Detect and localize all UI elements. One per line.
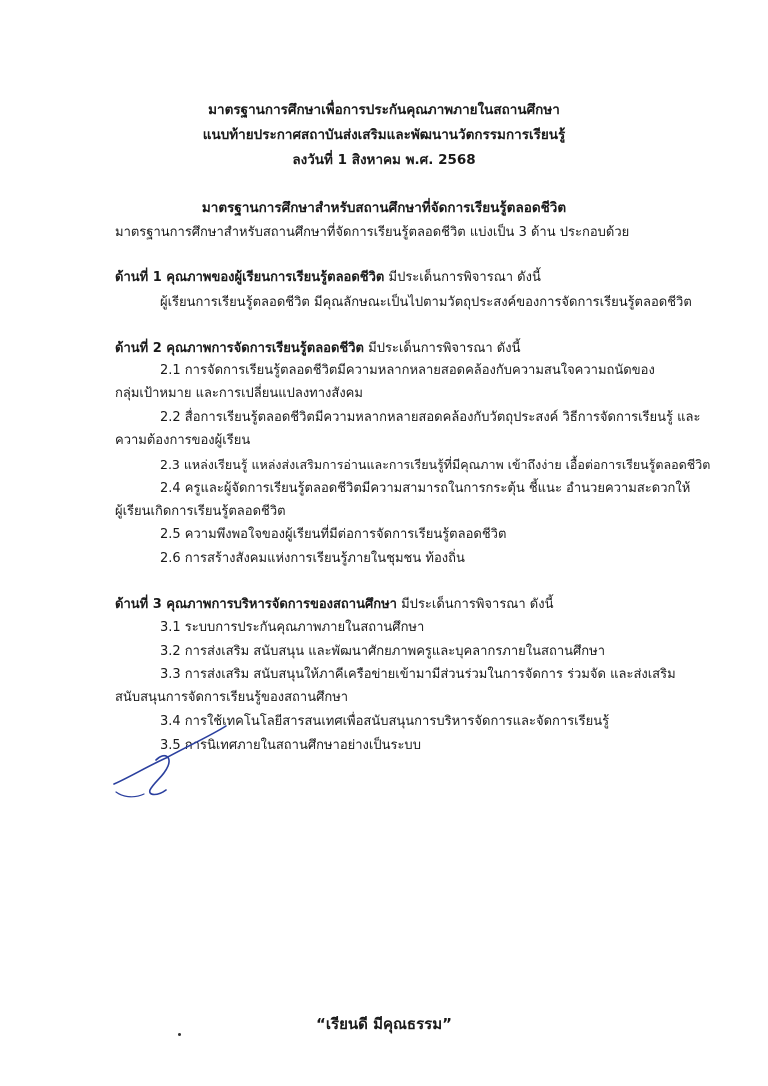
area-3-item-3-line-1: 3.3 การส่งเสริม สนับสนุนให้ภาคีเครือข่ายเข้ามามีส่วนร่วมในการจัดการ ร่วมจัด และส่งเสริม xyxy=(160,667,676,682)
area-2-item-5: 2.5 ความพึงพอใจของผู้เรียนที่มีต่อการจัดการเรียนรู้ตลอดชีวิต xyxy=(160,527,507,542)
motto: “เรียนดี มีคุณธรรม” xyxy=(316,1015,452,1033)
area-2-suffix: มีประเด็นการพิจารณา ดังนี้ xyxy=(364,341,521,356)
area-3-item-4: 3.4 การใช้เทคโนโลยีสารสนเทศเพื่อสนับสนุนการบริหารจัดการและจัดการเรียนรู้ xyxy=(160,714,610,729)
area-2-item-2-line-1: 2.2 สื่อการเรียนรู้ตลอดชีวิตมีความหลากหลายสอดคล้องกับวัตถุประสงค์ วิธีการจัดการเรียนรู้ และ xyxy=(160,410,701,425)
area-2-item-4-line-1: 2.4 ครูและผู้จัดการเรียนรู้ตลอดชีวิตมีความสามารถในการกระตุ้น ชี้แนะ อำนวยความสะดวกให้ xyxy=(160,481,691,496)
area-2-item-3: 2.3 แหล่งเรียนรู้ แหล่งส่งเสริมการอ่านและการเรียนรู้ที่มีคุณภาพ เข้าถึงง่าย เอื้อต่อการเรียนรู้ตลอดชีวิต xyxy=(160,457,711,472)
area-1-suffix: มีประเด็นการพิจารณา ดังนี้ xyxy=(384,270,541,285)
area-2-item-4-line-2: ผู้เรียนเกิดการเรียนรู้ตลอดชีวิต xyxy=(115,504,286,519)
area-3-heading xyxy=(115,596,553,614)
area-3-item-3-line-2: สนับสนุนการจัดการเรียนรู้ของสถานศึกษา xyxy=(115,690,349,705)
area-3-item-2: 3.2 การส่งเสริม สนับสนุน และพัฒนาศักยภาพครูและบุคลากรภายในสถานศึกษา xyxy=(160,644,606,659)
ink-speck xyxy=(178,1033,181,1036)
area-2-title: ด้านที่ 2 คุณภาพการจัดการเรียนรู้ตลอดชีวิต xyxy=(115,341,364,356)
area-2-item-1-line-1: 2.1 การจัดการเรียนรู้ตลอดชีวิตมีความหลากหลายสอดคล้องกับความสนใจความถนัดของ xyxy=(160,363,655,378)
area-2-item-6: 2.6 การสร้างสังคมแห่งการเรียนรู้ภายในชุมชน ท้องถิ่น xyxy=(160,551,465,566)
area-3-item-5: 3.5 การนิเทศภายในสถานศึกษาอย่างเป็นระบบ xyxy=(160,738,421,753)
area-1-text: ผู้เรียนการเรียนรู้ตลอดชีวิต มีคุณลักษณะเป็นไปตามวัตถุประสงค์ของการจัดการเรียนรู้ตลอดชีวิต xyxy=(160,295,692,310)
header-line-3: ลงวันที่ 1 สิงหาคม พ.ศ. 2568 xyxy=(292,152,476,168)
area-3-title: ด้านที่ 3 คุณภาพการบริหารจัดการของสถานศึกษา xyxy=(115,597,397,612)
section-title: มาตรฐานการศึกษาสำหรับสถานศึกษาที่จัดการเรียนรู้ตลอดชีวิต xyxy=(201,200,567,216)
handwritten-signature xyxy=(108,722,258,802)
area-2-item-2-line-2: ความต้องการของผู้เรียน xyxy=(115,433,251,448)
intro-paragraph: มาตรฐานการศึกษาสำหรับสถานศึกษาที่จัดการเรียนรู้ตลอดชีวิต แบ่งเป็น 3 ด้าน ประกอบด้วย xyxy=(115,225,630,240)
header-line-2: แนบท้ายประกาศสถาบันส่งเสริมและพัฒนานวัตกรรมการเรียนรู้ xyxy=(202,127,566,143)
area-3-suffix: มีประเด็นการพิจารณา ดังนี้ xyxy=(396,597,554,612)
area-1-title: ด้านที่ 1 คุณภาพของผู้เรียนการเรียนรู้ตลอดชีวิต xyxy=(115,270,385,285)
area-1-heading xyxy=(115,269,541,287)
area-2-heading xyxy=(115,340,520,358)
area-3-item-1: 3.1 ระบบการประกันคุณภาพภายในสถานศึกษา xyxy=(160,620,425,635)
area-2-item-1-line-2: กลุ่มเป้าหมาย และการเปลี่ยนแปลงทางสังคม xyxy=(115,386,363,401)
header-line-1: มาตรฐานการศึกษาเพื่อการประกันคุณภาพภายในสถานศึกษา xyxy=(208,102,560,118)
